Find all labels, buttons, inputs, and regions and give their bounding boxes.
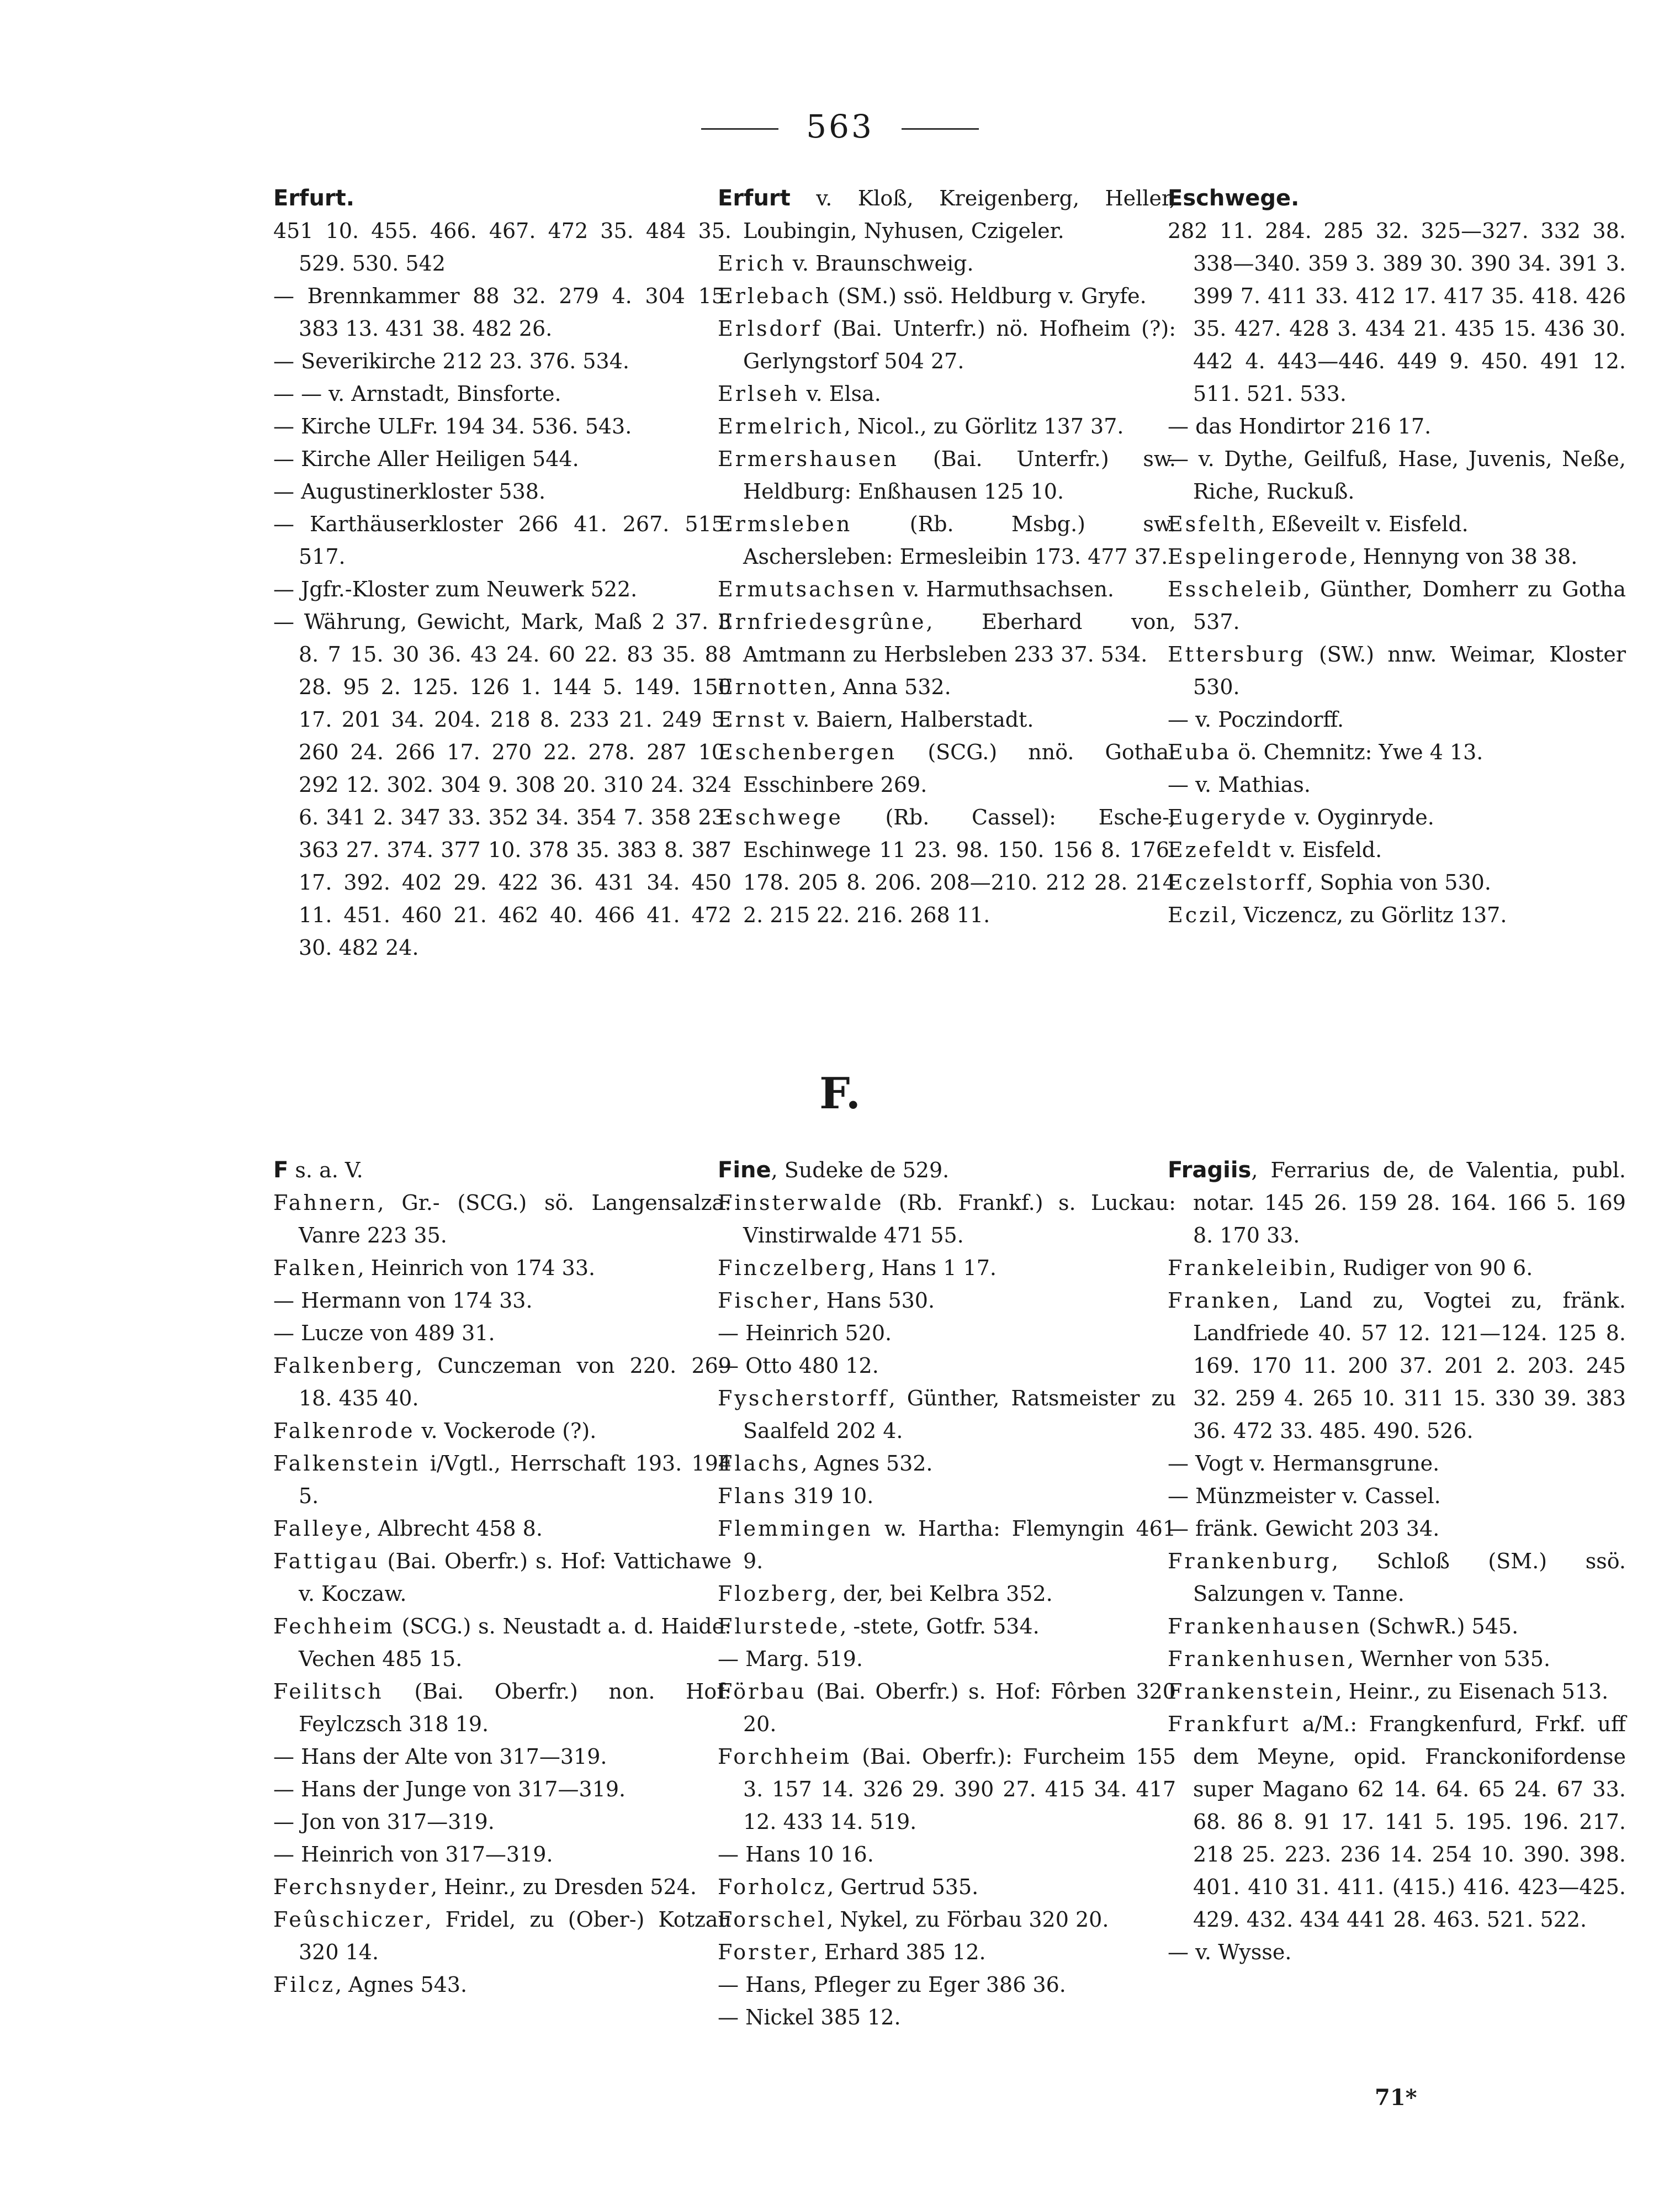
- entry-text: — fränk. Gewicht 203 34.: [1168, 1516, 1440, 1541]
- entry-place-name: Ettersburg: [1168, 642, 1306, 667]
- entry-place-name: Falkenstein: [273, 1451, 421, 1476]
- index-entry: [273, 1838, 732, 1871]
- entry-text: — das Hondirtor 216 17.: [1168, 414, 1432, 438]
- index-entry: [273, 606, 732, 964]
- entry-text: , -stete, Gotfr. 534.: [840, 1614, 1040, 1638]
- entry-place-name: Forholcz: [718, 1875, 828, 1899]
- index-entry: [718, 1969, 1176, 2001]
- index-entry: [718, 1187, 1176, 1252]
- entry-place-name: Ernfriedesgrûne: [718, 610, 926, 634]
- entry-text: — v. Mathias.: [1168, 773, 1311, 797]
- entry-text: (Rb. Msbg.) sw. Aschersleben: Ermesleibin 173. 477 37.: [743, 512, 1176, 569]
- entry-place-name: Frankenstein: [1168, 1679, 1335, 1704]
- entry-text: — v. Dythe, Geilfuß, Hase, Juvenis, Neße, Riche, Ruckuß.: [1168, 447, 1626, 504]
- index-entry: [273, 508, 732, 573]
- entry-place-name: Förbau: [718, 1679, 807, 1704]
- entry-place-name: Feilitsch: [273, 1679, 384, 1704]
- entry-text: , Land zu, Vogtei zu, fränk. Landfriede 40. 57 12. 121—124. 125 8. 169. 170 11. 200 37. 201 2. 203. 245 32. 259 4. 265 10. 311 15. 330 39. 383 36. 472 33. 485. 490. 526.: [1193, 1288, 1626, 1443]
- entry-place-name: Frankenburg: [1168, 1549, 1332, 1573]
- entry-place-name: Ferchsnyder: [273, 1875, 431, 1899]
- index-entry: [1168, 443, 1626, 508]
- index-entry: [718, 1904, 1176, 1936]
- entry-text: (Bai. Unterfr.) sw. Heldburg: Enßhausen 125 10.: [743, 447, 1176, 504]
- entry-place-name: Flemmingen: [718, 1516, 873, 1541]
- entry-text: , Gertrud 535.: [827, 1875, 979, 1899]
- entry-place-name: Fahnern: [273, 1191, 378, 1215]
- index-entry: [1168, 1936, 1626, 1969]
- entry-text: , Heinr., zu Eisenach 513.: [1335, 1679, 1609, 1704]
- entry-place-name: Ermsleben: [718, 512, 852, 536]
- entry-text: , Agnes 532.: [801, 1451, 933, 1476]
- entry-text: (SCG.) s. Neustadt a. d. Haide: Vechen 485 15.: [299, 1614, 732, 1671]
- index-column-top-3: [1168, 182, 1626, 932]
- entry-text: v. Vockerode (?).: [415, 1419, 597, 1443]
- index-entry: [718, 1513, 1176, 1578]
- entry-place-name: Eczil: [1168, 903, 1231, 927]
- page-number-rule-right: [902, 128, 979, 130]
- entry-text: , Heinr., zu Dresden 524.: [431, 1875, 697, 1899]
- entry-place-name: Ermershausen: [718, 447, 899, 471]
- entry-place-name: Frankenhausen: [1168, 1614, 1362, 1638]
- entry-text: , Sophia von 530.: [1306, 870, 1491, 895]
- entry-text: , Hennyng von 38 38.: [1349, 544, 1578, 569]
- entry-place-name: Flachs: [718, 1451, 801, 1476]
- index-entry: [1168, 769, 1626, 801]
- index-entry: [718, 1154, 1176, 1187]
- index-entry: [273, 1252, 732, 1284]
- entry-place-name: Ernst: [718, 707, 787, 732]
- index-entry: [273, 1513, 732, 1545]
- entry-text: — Heinrich 520.: [718, 1321, 892, 1345]
- entry-text: — Münzmeister v. Cassel.: [1168, 1484, 1441, 1508]
- entry-text: , Anna 532.: [829, 675, 951, 699]
- index-entry: [718, 1610, 1176, 1643]
- entry-text: v. Eisfeld.: [1273, 838, 1382, 862]
- entry-text: v. Braunschweig.: [786, 251, 974, 276]
- entry-place-name: Feûschiczer: [273, 1907, 425, 1932]
- entry-text: 451 10. 455. 466. 467. 472 35. 484 35. 529. 530. 542: [273, 219, 732, 276]
- index-entry: [718, 1382, 1176, 1447]
- index-entry: [273, 280, 732, 345]
- entry-place-name: Frankenhusen: [1168, 1647, 1348, 1671]
- entry-text: — Lucze von 489 31.: [273, 1321, 495, 1345]
- index-entry: [1168, 1284, 1626, 1447]
- index-entry: [1168, 1643, 1626, 1675]
- index-column-top-2: [718, 182, 1176, 932]
- index-entry: [1168, 541, 1626, 573]
- entry-text: , der, bei Kelbra 352.: [829, 1582, 1053, 1606]
- entry-text: — Jgfr.-Kloster zum Neuwerk 522.: [273, 577, 638, 601]
- index-entry: [1168, 704, 1626, 736]
- entry-text: 282 11. 284. 285 32. 325—327. 332 38. 338—340. 359 3. 389 30. 390 34. 391 3. 399 7. 411 33. 412 17. 417 35. 418. 426 35. 427. 428 3. 434 21. 435 15. 436 30. 442 4. 443—446. 449 9. 450. 491 12. 511. 521. 533.: [1168, 219, 1626, 406]
- entry-text: — Karthäuserkloster 266 41. 267. 515. 517.: [273, 512, 732, 569]
- index-entry: [718, 704, 1176, 736]
- index-entry: [1168, 215, 1626, 410]
- entry-text: a/M.: Frangkenfurd, Frkf. uff dem Meyne, opid. Franckonifordense super Magano 62 14. 64. 65 24. 67 33. 68. 86 8. 91 17. 141 5. 195. 196. 217. 218 25. 223. 236 14. 254 10. 390. 398. 401. 410 31. 411. (415.) 416. 423—425. 429. 432. 434 441 28. 463. 521. 522.: [1193, 1712, 1626, 1932]
- entry-place-name: Falkenrode: [273, 1419, 415, 1443]
- sheet-signature: 71*: [1375, 2085, 1417, 2111]
- entry-text: — Hans der Alte von 317—319.: [273, 1744, 607, 1769]
- index-entry: [718, 1871, 1176, 1904]
- index-entry: [718, 280, 1176, 313]
- entry-text: — Severikirche 212 23. 376. 534.: [273, 349, 629, 373]
- index-entry: [718, 443, 1176, 508]
- index-column-bottom-3: [1168, 1154, 1626, 1969]
- entry-place-name: Fyscherstorff: [718, 1386, 889, 1410]
- index-entry: [1168, 508, 1626, 541]
- entry-text: (Bai. Oberfr.) s. Hof: Vattichawe v. Koczaw.: [299, 1549, 732, 1606]
- index-entry: [1168, 899, 1626, 932]
- index-column-top-1: [273, 182, 732, 964]
- entry-text: , Eßeveilt v. Eisfeld.: [1258, 512, 1469, 536]
- entry-text: , Cunczeman von 220. 269 18. 435 40.: [299, 1353, 732, 1410]
- entry-headword: Erfurt: [718, 186, 791, 211]
- entry-text: v. Kloß, Kreigenberg, Heller, Loubingin, Nyhusen, Czigeler.: [743, 186, 1176, 243]
- entry-place-name: Eczelstorff: [1168, 870, 1307, 895]
- entry-text: — Vogt v. Hermansgrune.: [1168, 1451, 1440, 1476]
- index-entry: [273, 443, 732, 475]
- index-entry: [1168, 1610, 1626, 1643]
- entry-text: — Augustinerkloster 538.: [273, 479, 546, 504]
- entry-text: , Günther, Domherr zu Gotha 537.: [1193, 577, 1626, 634]
- index-entry: [718, 247, 1176, 280]
- index-entry: [718, 508, 1176, 573]
- index-column-bottom-1: [273, 1154, 732, 2001]
- index-entry: [1168, 410, 1626, 443]
- index-entry: [718, 410, 1176, 443]
- index-entry: [718, 1643, 1176, 1675]
- index-entry: [1168, 1513, 1626, 1545]
- entry-place-name: Eugeryde: [1168, 805, 1288, 829]
- index-entry: [718, 1284, 1176, 1317]
- entry-text: — Kirche ULFr. 194 34. 536. 543.: [273, 414, 632, 438]
- index-entry: [1168, 866, 1626, 899]
- entry-place-name: Ermutsachsen: [718, 577, 897, 601]
- index-entry: [273, 410, 732, 443]
- index-entry: [718, 1838, 1176, 1871]
- index-entry: [1168, 638, 1626, 704]
- entry-text: (SW.) nnw. Weimar, Kloster 530.: [1193, 642, 1626, 699]
- entry-text: — Heinrich von 317—319.: [273, 1842, 553, 1867]
- entry-text: (Bai. Oberfr.): Furcheim 155 3. 157 14. 326 29. 390 27. 415 34. 417 12. 433 14. 519.: [743, 1744, 1176, 1834]
- entry-text: (SchwR.) 545.: [1361, 1614, 1519, 1638]
- index-entry: [718, 801, 1176, 932]
- page-number-text: 563: [806, 108, 874, 145]
- index-entry: [273, 1447, 732, 1513]
- entry-text: v. Harmuthsachsen.: [897, 577, 1114, 601]
- entry-headword: Eschwege.: [1168, 186, 1300, 211]
- entry-text: — Währung, Gewicht, Mark, Maß 2 37. 3 8. 7 15. 30 36. 43 24. 60 22. 83 35. 88 28. 95 2. 125. 126 1. 144 5. 149. 150 17. 201 34. 204. 218 8. 233 21. 249 5. 260 24. 266 17. 270 22. 278. 287 10. 292 12. 302. 304 9. 308 20. 310 24. 324 6. 341 2. 347 33. 352 34. 354 7. 358 23. 363 27. 374. 377 10. 378 35. 383 8. 387 17. 392. 402 29. 422 36. 431 34. 450 11. 451. 460 21. 462 40. 466 41. 472 30. 482 24.: [273, 610, 732, 960]
- entry-text: — Jon von 317—319.: [273, 1810, 495, 1834]
- entry-place-name: Euba: [1168, 740, 1232, 764]
- entry-text: — Kirche Aller Heiligen 544.: [273, 447, 579, 471]
- entry-place-name: Flurstede: [718, 1614, 840, 1638]
- entry-text: , Hans 1 17.: [868, 1256, 997, 1280]
- entry-place-name: Esscheleib: [1168, 577, 1304, 601]
- entry-text: — Hans der Junge von 317—319.: [273, 1777, 626, 1801]
- index-entry: [718, 1252, 1176, 1284]
- index-entry: [273, 573, 732, 606]
- entry-place-name: Finsterwalde: [718, 1191, 884, 1215]
- entry-text: , Hans 530.: [813, 1288, 935, 1313]
- entry-place-name: Eschwege: [718, 805, 843, 829]
- index-entry: [1168, 1480, 1626, 1513]
- entry-text: , Albrecht 458 8.: [364, 1516, 543, 1541]
- entry-place-name: Forster: [718, 1940, 811, 1964]
- page-number: [0, 108, 1680, 145]
- entry-headword: Fragiis: [1168, 1157, 1252, 1183]
- entry-text: , Rudiger von 90 6.: [1329, 1256, 1533, 1280]
- index-entry: [718, 1741, 1176, 1838]
- entry-text: , Eberhard von, Amtmann zu Herbsleben 233 37. 534.: [743, 610, 1176, 667]
- index-entry: [1168, 801, 1626, 834]
- index-entry: [273, 215, 732, 280]
- entry-text: — Hans 10 16.: [718, 1842, 874, 1867]
- index-entry: [718, 1936, 1176, 1969]
- entry-text: (Bai. Unterfr.) nö. Hofheim (?): Gerlyngstorf 504 27.: [743, 316, 1176, 373]
- index-entry: [273, 1610, 732, 1675]
- entry-text: — Otto 480 12.: [718, 1353, 879, 1378]
- index-entry: [273, 182, 732, 215]
- entry-text: , Nicol., zu Görlitz 137 37.: [844, 414, 1124, 438]
- index-entry: [718, 573, 1176, 606]
- entry-text: s. a. V.: [288, 1158, 363, 1182]
- entry-place-name: Ermelrich: [718, 414, 844, 438]
- index-entry: [273, 1415, 732, 1447]
- entry-text: (SM.) ssö. Heldburg v. Gryfe.: [831, 284, 1147, 308]
- index-entry: [273, 475, 732, 508]
- index-entry: [718, 1578, 1176, 1610]
- entry-text: , Gr.- (SCG.) sö. Langensalza: Vanre 223 35.: [299, 1191, 732, 1247]
- index-entry: [718, 736, 1176, 801]
- entry-place-name: Forschel: [718, 1907, 827, 1932]
- index-entry: [718, 182, 1176, 247]
- section-letter: F.: [819, 1069, 861, 1119]
- entry-text: (SCG.) nnö. Gotha: Esschinbere 269.: [743, 740, 1176, 797]
- index-entry: [273, 1350, 732, 1415]
- entry-text: , Heinrich von 174 33.: [357, 1256, 596, 1280]
- index-entry: [273, 1773, 732, 1806]
- entry-place-name: Espelingerode: [1168, 544, 1350, 569]
- index-entry: [1168, 1545, 1626, 1610]
- entry-text: — v. Wysse.: [1168, 1940, 1292, 1964]
- index-entry: [273, 378, 732, 410]
- entry-place-name: Fechheim: [273, 1614, 395, 1638]
- entry-text: , Agnes 543.: [335, 1973, 468, 1997]
- index-entry: [1168, 182, 1626, 215]
- entry-headword: Fine: [718, 1157, 771, 1183]
- entry-text: — Brennkammer 88 32. 279 4. 304 15. 383 13. 431 38. 482 26.: [273, 284, 732, 341]
- entry-place-name: Falkenberg: [273, 1353, 416, 1378]
- index-entry: [1168, 1675, 1626, 1708]
- entry-text: , Fridel, zu (Ober-) Kotzau 320 14.: [299, 1907, 732, 1964]
- entry-text: , Ferrarius de, de Valentia, publ. notar. 145 26. 159 28. 164. 166 5. 169 8. 170 33.: [1193, 1158, 1626, 1247]
- entry-place-name: Erlebach: [718, 284, 831, 308]
- entry-place-name: Fattigau: [273, 1549, 380, 1573]
- entry-text: , Erhard 385 12.: [810, 1940, 986, 1964]
- index-entry: [718, 1675, 1176, 1741]
- index-entry: [1168, 1708, 1626, 1936]
- entry-text: — Marg. 519.: [718, 1647, 863, 1671]
- entry-text: ö. Chemnitz: Ywe 4 13.: [1231, 740, 1483, 764]
- entry-text: — Hans, Pfleger zu Eger 386 36.: [718, 1973, 1066, 1997]
- entry-text: , Viczencz, zu Görlitz 137.: [1230, 903, 1507, 927]
- index-column-bottom-2: [718, 1154, 1176, 2034]
- index-entry: [273, 345, 732, 378]
- entry-text: , Wernher von 535.: [1347, 1647, 1551, 1671]
- index-entry: [273, 1545, 732, 1610]
- index-entry: [718, 378, 1176, 410]
- entry-text: i/Vgtl., Herrschaft 193. 194 5.: [299, 1451, 732, 1508]
- entry-place-name: Frankeleibin: [1168, 1256, 1329, 1280]
- index-entry: [718, 1447, 1176, 1480]
- index-entry: [1168, 1154, 1626, 1252]
- index-entry: [273, 1675, 732, 1741]
- entry-text: v. Baiern, Halberstadt.: [787, 707, 1034, 732]
- entry-place-name: Falleye: [273, 1516, 365, 1541]
- entry-text: (Bai. Oberfr.) non. Hof: Feylczsch 318 19.: [299, 1679, 732, 1736]
- entry-text: (Rb. Cassel): Esche-, Eschinwege 11 23. 98. 150. 156 8. 176. 178. 205 8. 206. 208—210. 212 28. 214 2. 215 22. 216. 268 11.: [743, 805, 1176, 927]
- entry-place-name: Erich: [718, 251, 786, 276]
- entry-place-name: Fischer: [718, 1288, 813, 1313]
- entry-text: — — v. Arnstadt, Binsforte.: [273, 382, 561, 406]
- entry-place-name: Erlseh: [718, 382, 800, 406]
- index-entry: [1168, 1447, 1626, 1480]
- index-entry: [718, 313, 1176, 378]
- entry-place-name: Franken: [1168, 1288, 1273, 1313]
- entry-place-name: Flozberg: [718, 1582, 830, 1606]
- entry-text: , Nykel, zu Förbau 320 20.: [826, 1907, 1109, 1932]
- entry-place-name: Finczelberg: [718, 1256, 868, 1280]
- index-entry: [1168, 834, 1626, 866]
- index-entry: [718, 2001, 1176, 2034]
- entry-text: v. Oyginryde.: [1287, 805, 1434, 829]
- index-entry: [273, 1187, 732, 1252]
- index-entry: [273, 1154, 732, 1187]
- entry-place-name: Ernotten: [718, 675, 830, 699]
- index-entry: [718, 1317, 1176, 1350]
- entry-text: — v. Poczindorff.: [1168, 707, 1344, 732]
- entry-headword: F: [273, 1157, 289, 1183]
- page-number-rule-left: [701, 128, 778, 130]
- index-entry: [718, 606, 1176, 671]
- entry-headword: Erfurt.: [273, 186, 354, 211]
- entry-text: w. Hartha: Flemyngin 461 9.: [743, 1516, 1176, 1573]
- index-entry: [1168, 736, 1626, 769]
- index-entry: [273, 1317, 732, 1350]
- index-entry: [273, 1969, 732, 2001]
- index-entry: [273, 1741, 732, 1773]
- index-entry: [718, 671, 1176, 704]
- index-entry: [273, 1871, 732, 1904]
- entry-text: (Rb. Frankf.) s. Luckau: Vinstirwalde 471 55.: [743, 1191, 1176, 1247]
- entry-place-name: Flans: [718, 1484, 787, 1508]
- index-entry: [273, 1806, 732, 1838]
- index-entry: [273, 1284, 732, 1317]
- entry-place-name: Frankfurt: [1168, 1712, 1291, 1736]
- index-entry: [718, 1350, 1176, 1382]
- index-entry: [1168, 1252, 1626, 1284]
- entry-text: 319 10.: [787, 1484, 874, 1508]
- entry-place-name: Forchheim: [718, 1744, 852, 1769]
- entry-text: v. Elsa.: [799, 382, 881, 406]
- entry-place-name: Esfelth: [1168, 512, 1258, 536]
- entry-text: , Günther, Ratsmeister zu Saalfeld 202 4.: [743, 1386, 1176, 1443]
- entry-text: (Bai. Oberfr.) s. Hof: Fôrben 320 20.: [743, 1679, 1176, 1736]
- index-entry: [1168, 573, 1626, 638]
- entry-place-name: Erlsdorf: [718, 316, 822, 341]
- entry-text: — Nickel 385 12.: [718, 2005, 901, 2029]
- index-entry: [273, 1904, 732, 1969]
- entry-place-name: Falken: [273, 1256, 358, 1280]
- index-entry: [718, 1480, 1176, 1513]
- entry-text: , Sudeke de 529.: [771, 1158, 950, 1182]
- entry-text: , Schloß (SM.) ssö. Salzungen v. Tanne.: [1193, 1549, 1626, 1606]
- entry-place-name: Ezefeldt: [1168, 838, 1273, 862]
- entry-text: — Hermann von 174 33.: [273, 1288, 533, 1313]
- entry-place-name: Eschenbergen: [718, 740, 897, 764]
- entry-place-name: Filcz: [273, 1973, 335, 1997]
